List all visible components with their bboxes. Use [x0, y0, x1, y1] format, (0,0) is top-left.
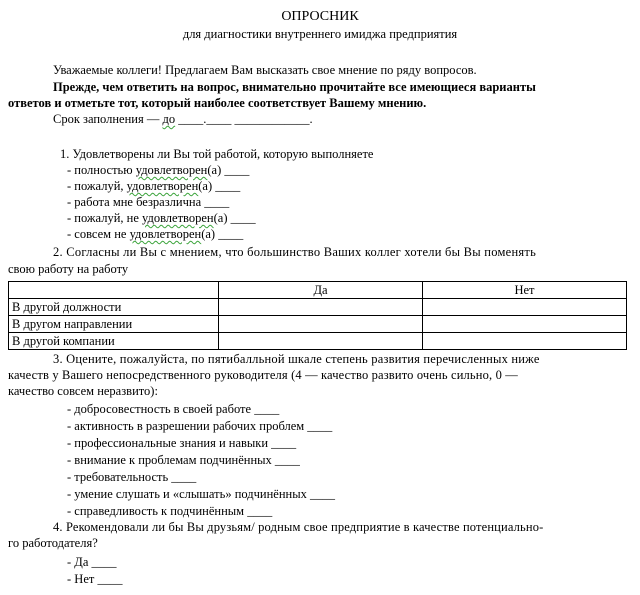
page-subtitle: для диагностики внутреннего имиджа предприятия — [182, 27, 458, 41]
question-2-line-2: свою работу на работу — [8, 262, 129, 276]
deadline-blanks: ____.____ ____________. — [175, 112, 313, 126]
answer-yes-cell[interactable] — [219, 316, 423, 333]
q3-option: - активность в разрешении рабочих проблем ____ — [67, 419, 333, 433]
table-row-label: В другой компании — [9, 333, 219, 350]
page-title: ОПРОСНИК — [281, 9, 359, 24]
question-3-line-2: качеств у Вашего непосредственного руководителя (4 — качество развито очень сильно, 0 — — [8, 368, 518, 382]
greeting: Уважаемые коллеги! Предлагаем Вам высказать свое мнение по ряду вопросов. — [53, 63, 477, 77]
table-row-label: В другой должности — [9, 299, 219, 316]
answer-no-cell[interactable] — [423, 333, 627, 350]
table-header-yes: Да — [219, 282, 423, 299]
question-3-line-1: 3. Оцените, пожалуйста, по пятибалльной шкале степень развития перечисленных ниже — [53, 352, 540, 366]
table-row — [9, 316, 627, 333]
table-header-empty — [9, 282, 219, 299]
answer-no-cell[interactable] — [423, 299, 627, 316]
q3-option: - требовательность ____ — [67, 470, 197, 484]
answer-table — [8, 281, 627, 350]
table-header-no: Нет — [423, 282, 627, 299]
table-row-label: В другом направлении — [9, 316, 219, 333]
answer-no-cell[interactable] — [423, 316, 627, 333]
table-row — [9, 333, 627, 350]
instruction-line-1: Прежде, чем ответить на вопрос, внимательно прочитайте все имеющиеся варианты — [53, 80, 536, 94]
answer-yes-cell[interactable] — [219, 333, 423, 350]
table-header-row — [9, 282, 627, 299]
question-4-line-1: 4. Рекомендовали ли бы Вы друзьям/ родным свое предприятие в качестве потенциально- — [53, 520, 544, 534]
q3-option: - добросовестность в своей работе ____ — [67, 402, 280, 416]
q1-option: - работа мне безразлична ____ — [67, 195, 230, 209]
q3-option: - внимание к проблемам подчинённых ____ — [67, 453, 300, 467]
q4-option: - Нет ____ — [67, 572, 123, 586]
question-3-line-3: качество совсем неразвито): — [8, 384, 158, 398]
deadline — [53, 112, 313, 127]
question-2-line-1: 2. Согласны ли Вы с мнением, что большинство Ваших коллег хотели бы Вы поменять — [53, 245, 537, 259]
q1-option: - совсем не удовлетворен(а) ____ — [67, 227, 244, 241]
answer-yes-cell[interactable] — [219, 299, 423, 316]
deadline-do: до — [162, 112, 176, 126]
q3-option: - профессиональные знания и навыки ____ — [67, 436, 297, 450]
q1-option: - пожалуй, не удовлетворен(а) ____ — [67, 211, 256, 225]
q3-option: - справедливость к подчинённым ____ — [67, 504, 273, 518]
table-row — [9, 299, 627, 316]
q3-option: - умение слушать и «слышать» подчинённых ____ — [67, 487, 335, 501]
deadline-label: Срок заполнения — — [53, 112, 163, 126]
question-1: 1. Удовлетворены ли Вы той работой, которую выполняете — [60, 147, 374, 161]
q4-option: - Да ____ — [67, 555, 117, 569]
question-4-line-2: го работодателя? — [8, 536, 98, 550]
q1-option: - полностью удовлетворен(а) ____ — [67, 163, 250, 177]
instruction-line-2: ответов и отметьте тот, который наиболее соответствует Вашему мнению. — [8, 96, 427, 110]
q1-option: - пожалуй, удовлетворен(а) ____ — [67, 179, 241, 193]
